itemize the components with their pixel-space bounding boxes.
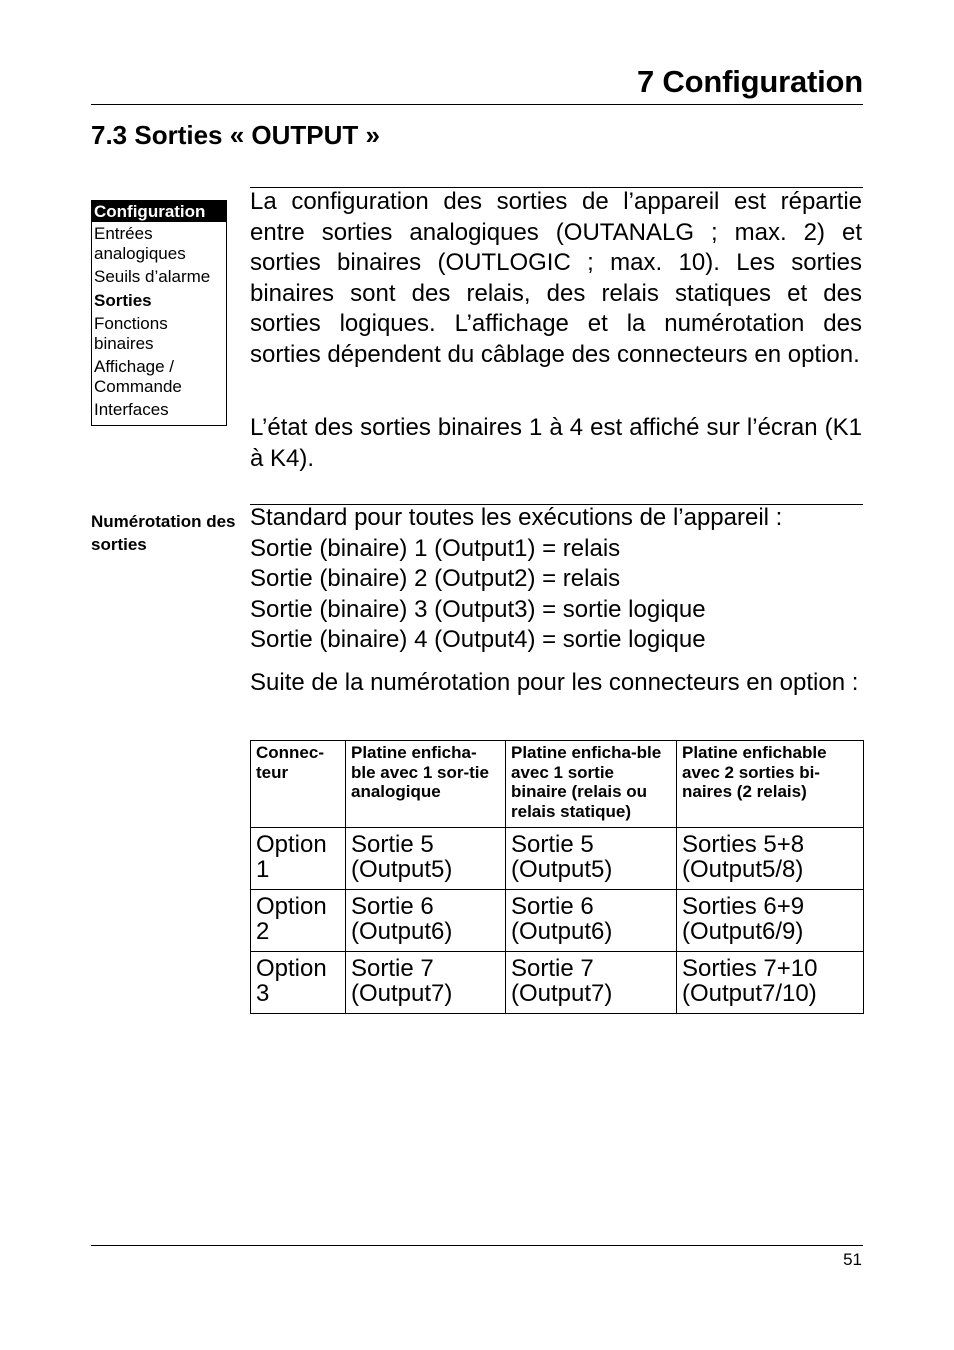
table-header-row xyxy=(251,741,864,828)
table-cell: Option 3 xyxy=(251,952,346,1014)
sidebar-item-interfaces[interactable]: Interfaces xyxy=(94,400,169,419)
table-cell: Sortie 6 (Output6) xyxy=(346,890,506,952)
numbering-line: Sortie (binaire) 2 (Output2) = relais xyxy=(250,565,621,592)
table-header-cell: Connec-teur xyxy=(251,741,346,828)
table-header-cell: Platine enfichable avec 2 sorties bi-naires (2 relais) xyxy=(677,741,864,828)
table-cell: Sorties 7+10 (Output7/10) xyxy=(677,952,864,1014)
table-row xyxy=(251,828,864,890)
table-row xyxy=(251,890,864,952)
sidebar-nav-header: Configuration xyxy=(92,201,226,222)
table-cell: Sorties 5+8 (Output5/8) xyxy=(677,828,864,890)
sidebar-nav xyxy=(91,200,227,426)
outputs-table xyxy=(250,740,864,1014)
sidebar-item-fonctions-binaires[interactable]: Fonctions binaires xyxy=(94,314,168,353)
numbering-list xyxy=(250,503,862,656)
table-row xyxy=(251,952,864,1014)
sidebar-item-sorties[interactable]: Sorties xyxy=(94,290,152,310)
table-cell: Sortie 5 (Output5) xyxy=(346,828,506,890)
intro-paragraph-2: L’état des sorties binaires 1 à 4 est affiché sur l’écran (K1 à K4). xyxy=(250,414,862,472)
intro-paragraph-1: La configuration des sorties de l’appareil est répartie entre sorties analogiques (OUTANALG ; max. 2) et sorties binaires (OUTLOGIC ; max. 10). Les sorties binaires sont des relais, des relais statiques et des sorties logiques. L’affichage et la numérotation des sorties dépendent du câblage des connecteurs en option. xyxy=(250,188,862,368)
sidebar-item-seuils-alarme[interactable]: Seuils d’alarme xyxy=(94,267,211,286)
numbering-continuation: Suite de la numérotation pour les connecteurs en option : xyxy=(250,669,859,696)
table-cell: Sorties 6+9 (Output6/9) xyxy=(677,890,864,952)
table-cell: Sortie 5 (Output5) xyxy=(506,828,677,890)
table-cell: Sortie 6 (Output6) xyxy=(506,890,677,952)
table-cell: Option 2 xyxy=(251,890,346,952)
numbering-line: Standard pour toutes les exécutions de l’appareil : xyxy=(250,504,783,531)
sidebar-item-entrees-analogiques[interactable]: Entrées analogiques xyxy=(94,224,186,263)
page-number: 51 xyxy=(843,1250,862,1269)
header-rule xyxy=(91,104,863,105)
numbering-line: Sortie (binaire) 4 (Output4) = sortie logique xyxy=(250,626,706,653)
numbering-line: Sortie (binaire) 1 (Output1) = relais xyxy=(250,534,621,562)
table-cell: Option 1 xyxy=(251,828,346,890)
footer-rule xyxy=(91,1245,863,1246)
sidebar-item-affichage-commande[interactable]: Affichage / Commande xyxy=(94,357,182,396)
numbering-side-label: Numérotation des sorties xyxy=(91,512,236,554)
section-title: 7.3 Sorties « OUTPUT » xyxy=(91,120,380,150)
table-header-cell: Platine enficha-ble avec 1 sortie binaire (relais ou relais statique) xyxy=(506,741,677,828)
table-cell: Sortie 7 (Output7) xyxy=(506,952,677,1014)
numbering-line: Sortie (binaire) 3 (Output3) = sortie logique xyxy=(250,595,706,623)
table-header-cell: Platine enficha-ble avec 1 sor-tie analogique xyxy=(346,741,506,828)
table-cell: Sortie 7 (Output7) xyxy=(346,952,506,1014)
chapter-title: 7 Configuration xyxy=(636,64,863,99)
